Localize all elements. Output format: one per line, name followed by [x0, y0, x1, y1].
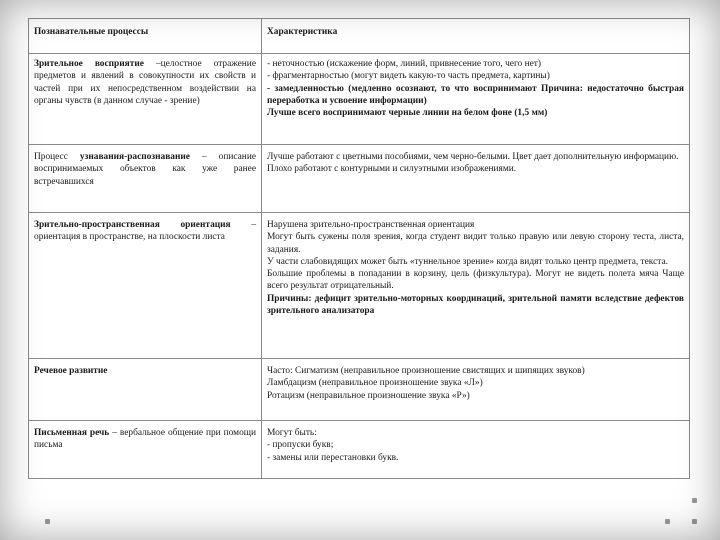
- table-row: [29, 145, 690, 213]
- process-term: Письменная речь: [34, 428, 110, 438]
- corner-mark-icon: [45, 519, 50, 524]
- process-cell: [29, 421, 262, 479]
- process-definition: – вербальное общение при помощи письма: [34, 428, 256, 451]
- process-cell: [29, 54, 262, 145]
- characteristic-cell: [262, 54, 690, 145]
- corner-mark-icon: [665, 519, 670, 524]
- characteristic-line: Большие проблемы в попадании в корзину, цель (физкультура). Могут не видеть полета мяча Чаще всего результат отрицательный.: [267, 269, 684, 292]
- table-row: [29, 359, 690, 421]
- characteristic-line: - пропуски букв;: [267, 440, 334, 451]
- characteristic-line: Причины: дефицит зрительно-моторных координаций, зрительной памяти вследствие дефектов зрительного анализатора: [267, 293, 684, 317]
- table-row: [29, 54, 690, 145]
- process-term: Зрительное восприятие: [34, 59, 144, 69]
- process-definition: – описание воспринимаемых объектов как уже ранее встречавшихся: [34, 152, 256, 187]
- characteristic-line: - фрагментарностью (могут видеть какую-то часть предмета, картины): [267, 71, 550, 82]
- characteristic-cell: [262, 145, 690, 213]
- characteristic-line: Могут быть сужены поля зрения, когда студент видит только правую или левую сторону теста, листа, задания.: [267, 232, 684, 255]
- characteristic-line: Ламбдацизм (неправильное произношение звука «Л»): [267, 378, 483, 389]
- characteristic-line: Часто: Сигматизм (неправильное произношение свистящих и шипящих звуков): [267, 366, 585, 376]
- process-cell: [29, 213, 262, 359]
- slide: [28, 18, 690, 479]
- characteristic-line: Лучше работают с цветными пособиями, чем черно-белыми. Цвет дает дополнительную информацию.: [267, 152, 679, 162]
- corner-mark-icon: [692, 498, 697, 503]
- process-term: узнавания-распознавание: [79, 152, 190, 162]
- header-cell-characteristic: Характеристика: [262, 19, 690, 54]
- characteristic-line: Плохо работают с контурными и силуэтными изображениями.: [267, 164, 517, 175]
- table-row: [29, 421, 690, 479]
- characteristic-cell: [262, 421, 690, 479]
- characteristic-line: - замедленностью (медленно осознают, то что воспринимают Причина: недостаточно быстрая переработка и усвоение информации): [267, 83, 684, 106]
- process-prefix: Процесс: [34, 152, 80, 162]
- characteristic-line: Ротацизм (неправильное произношение звука «Р»): [267, 390, 470, 401]
- process-term: Речевое развитие: [34, 366, 108, 376]
- process-term: Зрительно-пространственная ориентация: [34, 220, 231, 230]
- characteristic-line: Могут быть:: [267, 428, 317, 438]
- characteristic-cell: [262, 213, 690, 359]
- process-cell: [29, 145, 262, 213]
- process-cell: [29, 359, 262, 421]
- corner-mark-icon: [692, 519, 697, 524]
- characteristics-table: [28, 18, 690, 479]
- characteristic-line: - замены или перестановки букв.: [267, 452, 399, 463]
- characteristic-line: Нарушена зрительно-пространственная ориентация: [267, 220, 475, 230]
- table-row: [29, 213, 690, 359]
- process-definition: – ориентация в пространстве, на плоскости листа: [34, 220, 257, 243]
- header-cell-processes: Познавательные процессы: [29, 19, 262, 54]
- characteristic-line: У части слабовидящих может быть «туннельное зрение» когда видят только центр предмета, текста.: [267, 256, 668, 267]
- table-header-row: [29, 19, 690, 54]
- characteristic-line: - неточностью (искажение форм, линий, привнесение того, чего нет): [267, 59, 541, 69]
- characteristic-cell: [262, 359, 690, 421]
- characteristic-line: Лучше всего воспринимают черные линии на белом фоне (1,5 мм): [267, 108, 548, 119]
- process-definition: –целостное отражение предметов и явлений в совокупности их свойств и частей при их непосредственном воздействии на органы чувств (в данном случае - зрение): [34, 59, 256, 106]
